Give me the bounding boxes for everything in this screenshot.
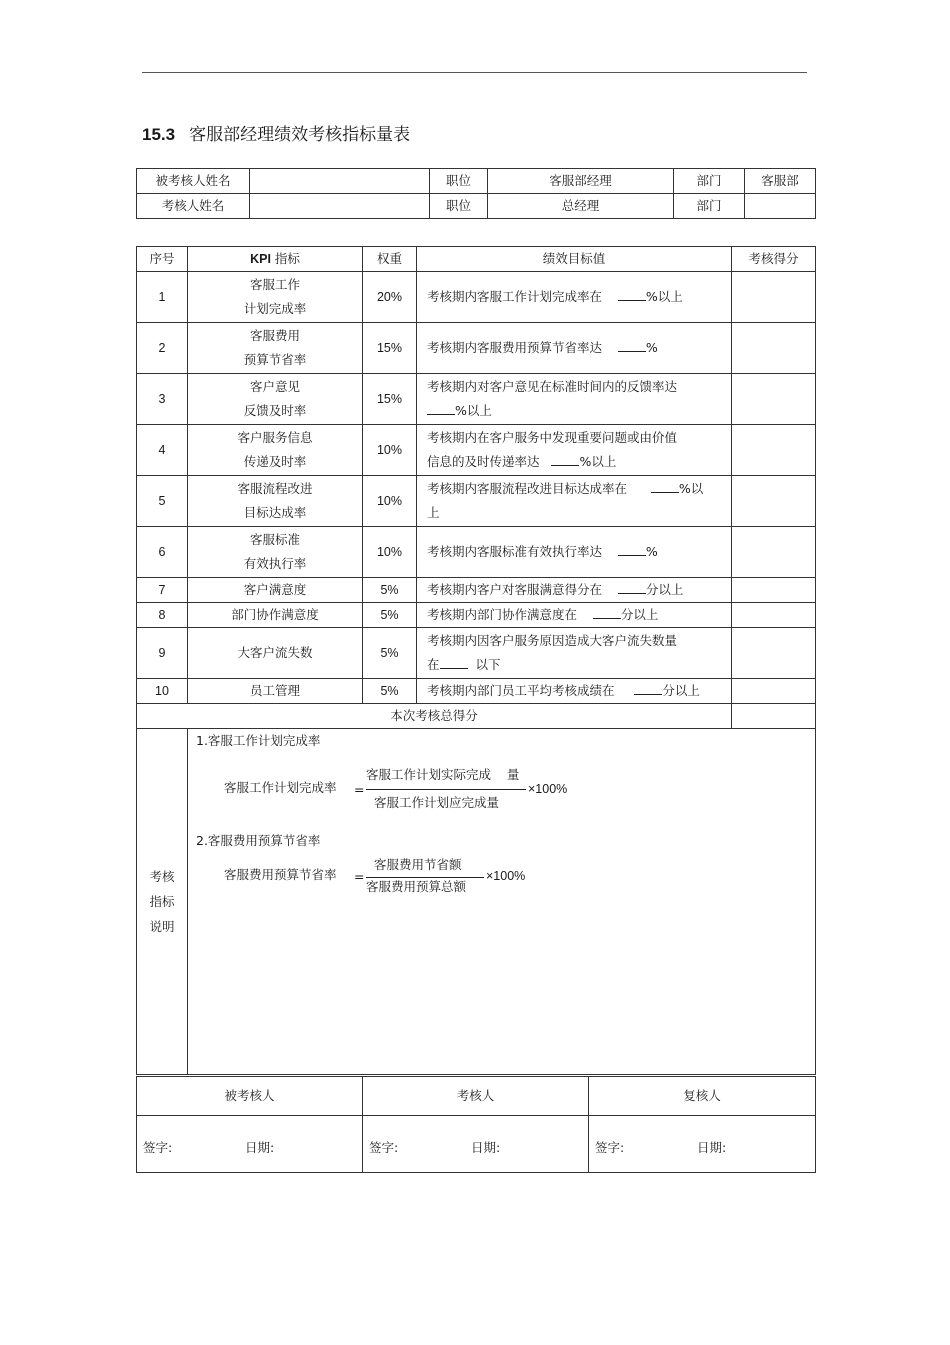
evaluator-name-label: 考核人姓名 [137,194,250,219]
target [417,425,732,476]
table-row [137,527,816,578]
kpi-name-line: 计划完成率 [243,301,307,316]
target-text: 考核期内客户对客服满意得分在 [427,582,603,597]
kpi-name-line: 客户服务信息 [237,430,313,445]
position-value: 客服部经理 [488,169,674,194]
kpi-name [188,323,363,374]
position-label: 职位 [430,169,488,194]
target-text: 信息的及时传递率达 [427,454,540,469]
target-blank[interactable] [618,580,646,594]
score-field[interactable] [732,272,816,323]
target-text: 考核期内因客户服务原因造成大客户流失数量 [427,633,678,648]
kpi-name-line: 客服标准 [249,532,300,547]
score-field[interactable] [732,679,816,704]
kpi-name [188,527,363,578]
weight: 10% [363,425,417,476]
target-suffix: % [645,340,658,355]
formula-title: 2.客服费用预算节省率 [196,833,321,848]
target-suffix: % [645,544,658,559]
date-label: 日期: [471,1140,501,1155]
evaluator-name-field[interactable] [250,194,430,219]
kpi-name [188,425,363,476]
target [417,578,732,603]
target-suffix: 分以上 [662,683,700,698]
kpi-name-line: 客户意见 [249,379,300,394]
kpi-name-line: 客服流程改进 [237,481,313,496]
page-title [142,120,410,145]
notes-label-line: 说明 [149,919,175,934]
evaluatee-name-label: 被考核人姓名 [137,169,250,194]
signature-table [136,1076,816,1173]
numerator-text: 客服工作计划实际完成 [366,767,492,782]
formula-equals: = [354,782,365,797]
target-text: 考核期内部门协作满意度在 [427,607,578,622]
weight: 10% [363,476,417,527]
table-row [137,323,816,374]
score-field[interactable] [732,603,816,628]
notes-label [137,729,188,1075]
score-field[interactable] [732,527,816,578]
kpi-name [188,272,363,323]
target-blank[interactable] [618,338,646,352]
target [417,476,732,527]
row-no: 7 [137,578,188,603]
role-evaluatee: 被考核人 [137,1077,363,1116]
signature-field[interactable] [589,1116,816,1173]
dept-value-field[interactable] [745,194,816,219]
notes-content [188,729,816,1075]
target-text: 考核期内客服标准有效执行率达 [427,544,603,559]
sign-label: 签字: [595,1140,625,1155]
table-row [137,578,816,603]
score-field[interactable] [732,374,816,425]
target [417,323,732,374]
target [417,679,732,704]
table-row [137,272,816,323]
info-row [137,194,816,219]
row-no: 5 [137,476,188,527]
weight: 15% [363,374,417,425]
row-no: 8 [137,603,188,628]
signature-field[interactable] [137,1116,363,1173]
header-kpi-abbr: KPI [250,252,271,266]
target-text: 考核期内客服工作计划完成率在 [427,289,603,304]
header-no: 序号 [137,247,188,272]
formula-multiplier: ×100% [486,869,526,883]
dept-value: 客服部 [745,169,816,194]
formula-equals: = [354,869,365,884]
row-no: 2 [137,323,188,374]
header-kpi [188,247,363,272]
notes-row [137,729,816,1075]
weight: 5% [363,628,417,679]
target-text: 考核期内部门员工平均考核成绩在 [427,683,615,698]
kpi-name-line: 目标达成率 [243,505,307,520]
info-table [136,168,816,219]
formula-denominator: 客服工作计划应完成量 [374,795,500,810]
weight: 10% [363,527,417,578]
section-number: 15.3 [142,125,176,144]
table-row [137,603,816,628]
target-blank[interactable] [634,681,662,695]
header-kpi-suffix: 指标 [274,251,300,266]
kpi-name-line: 客服费用 [249,328,300,343]
evaluatee-name-field[interactable] [250,169,430,194]
target-suffix: 以下 [475,657,501,672]
target-blank[interactable] [440,655,468,669]
dept-label: 部门 [674,194,745,219]
title-text: 客服部经理绩效考核指标量表 [189,125,411,145]
row-no: 1 [137,272,188,323]
table-row [137,476,816,527]
kpi-table [136,246,816,1075]
target-text: 考核期内客服费用预算节省率达 [427,340,603,355]
header-weight: 权重 [363,247,417,272]
target [417,527,732,578]
total-row [137,704,816,729]
kpi-name [188,374,363,425]
header-score: 考核得分 [732,247,816,272]
formula-lhs: 客服工作计划完成率 [224,780,337,795]
target-suffix: %以上 [579,454,617,469]
score-field[interactable] [732,476,816,527]
signature-roles-row [137,1077,816,1116]
total-score-field[interactable] [732,704,816,729]
total-label: 本次考核总得分 [137,704,732,729]
numerator-text: 量 [506,767,520,782]
role-reviewer: 复核人 [589,1077,816,1116]
formula-denominator: 客服费用预算总额 [366,879,467,894]
target-blank[interactable] [427,401,455,415]
weight: 15% [363,323,417,374]
kpi-name-line: 客服工作 [249,277,300,292]
weight: 5% [363,679,417,704]
sign-label: 签字: [369,1140,399,1155]
date-label: 日期: [697,1140,727,1155]
target-blank[interactable] [551,452,579,466]
header-target: 绩效目标值 [417,247,732,272]
table-row [137,628,816,679]
sign-label: 签字: [143,1140,173,1155]
kpi-header-row [137,247,816,272]
target-suffix: 分以上 [645,582,684,597]
dept-label: 部门 [674,169,745,194]
target-blank[interactable] [593,605,621,619]
target [417,603,732,628]
weight: 5% [363,578,417,603]
position-value: 总经理 [488,194,674,219]
table-row [137,374,816,425]
kpi-name: 客户满意度 [188,578,363,603]
row-no: 4 [137,425,188,476]
formula-numerator: 客服费用节省额 [374,857,462,872]
kpi-name [188,476,363,527]
kpi-name: 部门协作满意度 [188,603,363,628]
table-row [137,679,816,704]
score-field[interactable] [732,425,816,476]
target-suffix: %以上 [645,289,683,304]
signature-row [137,1116,816,1173]
kpi-name: 大客户流失数 [188,628,363,679]
kpi-name-line: 有效执行率 [243,556,307,571]
score-field[interactable] [732,628,816,679]
row-no: 10 [137,679,188,704]
kpi-name: 员工管理 [188,679,363,704]
formula-lhs: 客服费用预算节省率 [224,867,337,882]
weight: 20% [363,272,417,323]
role-evaluator: 考核人 [363,1077,589,1116]
score-field[interactable] [732,578,816,603]
row-no: 9 [137,628,188,679]
target-blank[interactable] [618,542,646,556]
row-no: 3 [137,374,188,425]
kpi-name-line: 传递及时率 [243,454,307,469]
fraction-bar [366,789,526,790]
weight: 5% [363,603,417,628]
target [417,374,732,425]
target-suffix: %以 [678,481,704,496]
kpi-name-line: 预算节省率 [243,352,307,367]
date-label: 日期: [245,1140,275,1155]
top-rule [142,72,807,73]
target-suffix: %以上 [455,403,492,418]
info-row [137,169,816,194]
row-no: 6 [137,527,188,578]
table-row [137,425,816,476]
notes-label-line: 考核 [149,869,175,884]
notes-label-line: 指标 [149,894,175,909]
target [417,628,732,679]
kpi-name-line: 反馈及时率 [243,403,307,418]
target-text: 上 [427,505,440,520]
formula-multiplier: ×100% [528,782,568,796]
signature-field[interactable] [363,1116,589,1173]
target-text: 考核期内在客户服务中发现重要问题或由价值 [427,430,678,445]
target-text: 考核期内对客户意见在标准时间内的反馈率达 [427,379,678,394]
score-field[interactable] [732,323,816,374]
target-text: 在 [427,657,440,672]
target-text: 考核期内客服流程改进目标达成率在 [427,481,628,496]
formula-title: 1.客服工作计划完成率 [196,733,321,748]
target-blank[interactable] [618,287,646,301]
target [417,272,732,323]
target-blank[interactable] [651,479,679,493]
formula-numerator [366,763,519,787]
position-label: 职位 [430,194,488,219]
target-suffix: 分以上 [620,607,659,622]
